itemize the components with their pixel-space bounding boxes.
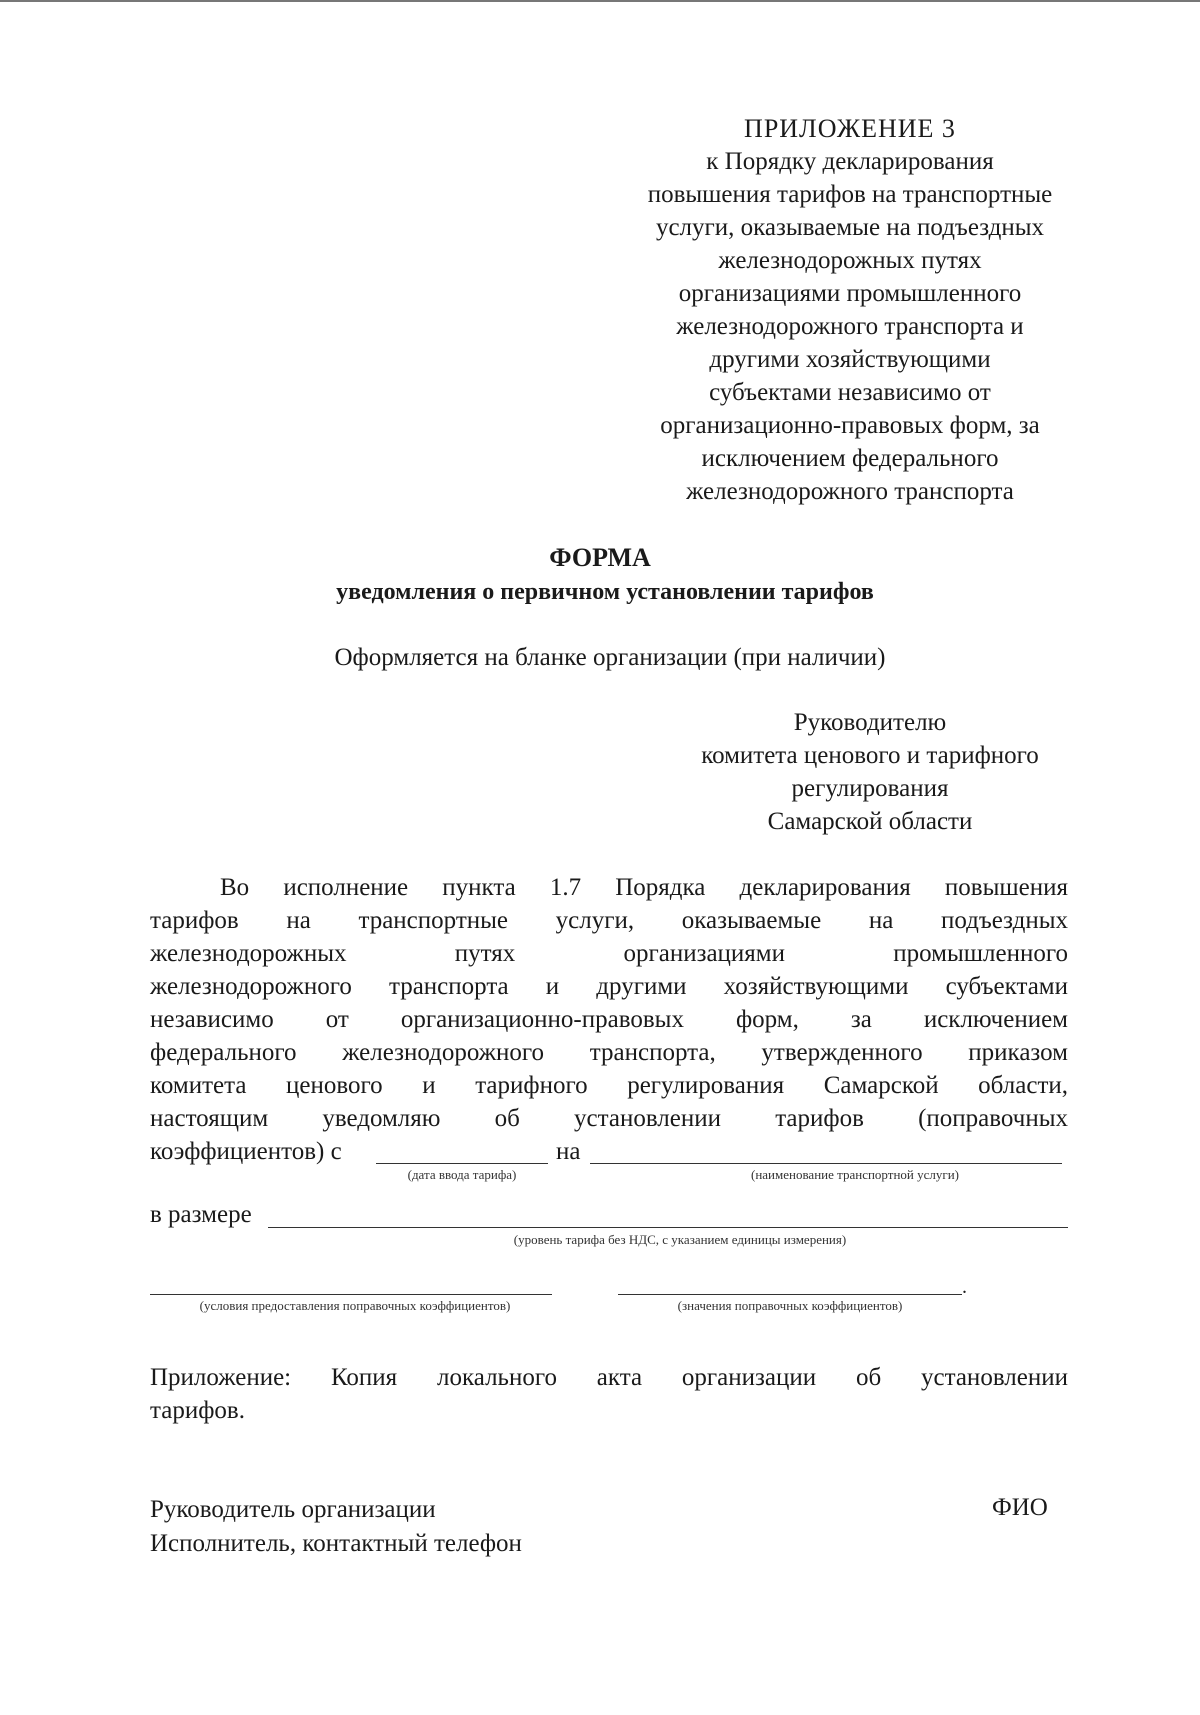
appendix-line: организациями промышленного — [678, 280, 1022, 307]
size-label: в размере — [150, 1201, 252, 1228]
body-last-mid: на — [556, 1138, 581, 1165]
top-border-line — [0, 0, 1200, 2]
caption-date: (дата ввода тарифа) — [407, 1167, 517, 1182]
appendix-line: организационно-правовых форм, за — [660, 412, 1040, 439]
appendix-line: субъектами независимо от — [709, 379, 991, 406]
head-of-organization-label: Руководитель организации — [150, 1496, 436, 1523]
caption-coef-values: (значения поправочных коэффициентов) — [677, 1298, 903, 1313]
executor-contact-label: Исполнитель, контактный телефон — [150, 1530, 522, 1557]
appendix-line: железнодорожных путях — [718, 247, 982, 274]
form-subtitle: уведомления о первичном установлении тарифов — [336, 579, 874, 605]
body-line: независимо от организационно-правовых форм, за исключением — [150, 1006, 1068, 1033]
coef-values-field[interactable] — [618, 1294, 962, 1295]
body-line: железнодорожного транспорта и другими хозяйствующими субъектами — [150, 973, 1068, 1000]
fio-label: ФИО — [992, 1494, 1048, 1521]
appendix-line: к Порядку декларирования — [706, 148, 994, 175]
appendix-header — [600, 112, 1100, 508]
appendix-line: железнодорожного транспорта и — [676, 313, 1024, 340]
body-line: настоящим уведомляю об установлении тарифов (поправочных — [150, 1105, 1068, 1132]
appendix-line: услуги, оказываемые на подъездных — [655, 214, 1045, 241]
coef-conditions-field[interactable] — [150, 1294, 552, 1295]
body-line: тарифов на транспортные услуги, оказываемые на подъездных — [150, 907, 1068, 934]
transport-service-field[interactable] — [590, 1163, 1062, 1164]
tariff-date-field[interactable] — [376, 1163, 548, 1164]
body-line: федерального железнодорожного транспорта, утвержденного приказом — [150, 1039, 1068, 1066]
attachment-line: тарифов. — [150, 1397, 245, 1424]
appendix-line: железнодорожного транспорта — [686, 478, 1014, 505]
caption-tariff-level: (уровень тарифа без НДС, с указанием единицы измерения) — [513, 1232, 847, 1247]
appendix-line: повышения тарифов на транспортные — [647, 181, 1053, 208]
appendix-title: ПРИЛОЖЕНИЕ 3 — [744, 114, 956, 143]
appendix-line: другими хозяйствующими — [709, 346, 991, 373]
addressee-line: регулирования — [791, 775, 949, 802]
coef-trailing-dot: . — [962, 1276, 967, 1298]
body-line: комитета ценового и тарифного регулирования Самарской области, — [150, 1072, 1068, 1099]
body-line: Во исполнение пункта 1.7 Порядка декларирования повышения — [220, 874, 1068, 901]
caption-service: (наименование транспортной услуги) — [751, 1167, 959, 1182]
tariff-level-field[interactable] — [268, 1227, 1068, 1228]
blank-note: Оформляется на бланке организации (при наличии) — [334, 644, 886, 671]
appendix-line: исключением федерального — [701, 445, 999, 472]
body-last-prefix: коэффициентов) с — [150, 1138, 342, 1165]
attachment-block — [150, 1361, 1068, 1427]
attachment-line: Приложение: Копия локального акта организации об установлении — [150, 1364, 1068, 1391]
form-title: ФОРМА — [549, 543, 651, 572]
body-line: железнодорожных путях организациями промышленного — [150, 940, 1068, 967]
addressee-line: комитета ценового и тарифного — [701, 742, 1039, 769]
addressee-block — [660, 706, 1080, 838]
addressee-line: Руководителю — [793, 709, 947, 736]
notice-body — [150, 871, 1068, 1135]
addressee-line: Самарской области — [767, 808, 973, 835]
caption-coef-conditions: (условия предоставления поправочных коэффициентов) — [199, 1298, 511, 1313]
